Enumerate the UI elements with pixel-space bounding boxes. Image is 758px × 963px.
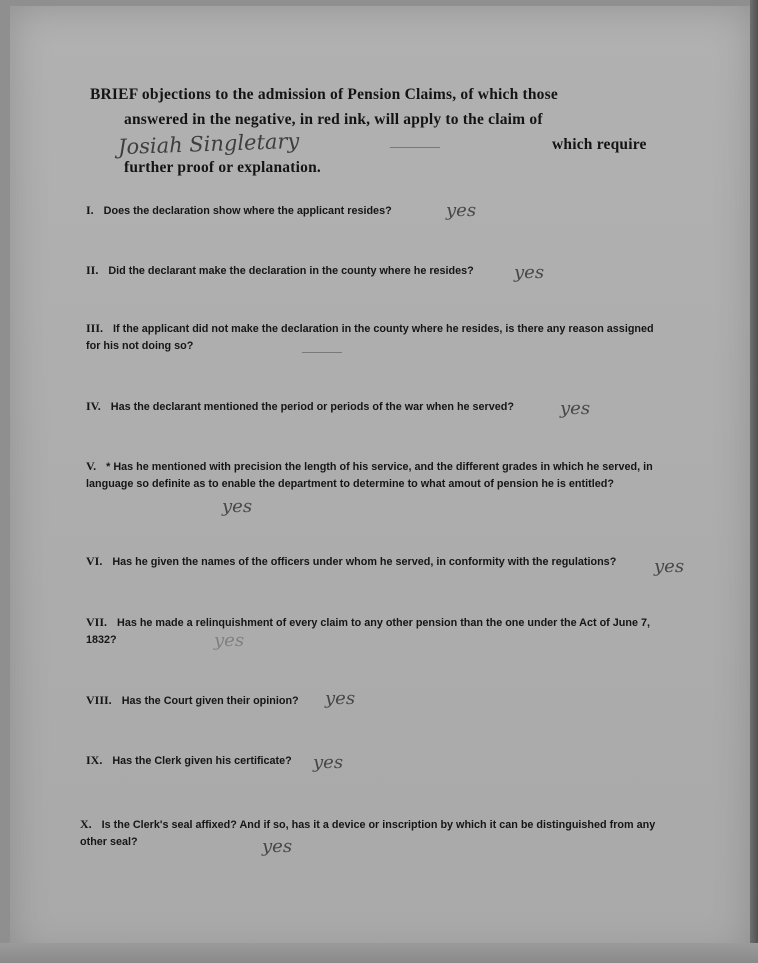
question-text: Has the Clerk given his certificate?: [112, 755, 292, 767]
question-1: [86, 202, 666, 220]
question-number: VII.: [86, 615, 108, 629]
answer-7: yes: [214, 630, 245, 651]
question-text: Is the Clerk's seal affixed? And if so, has it a device or inscription by which it can be distinguished from any other seal?: [80, 819, 656, 848]
question-number: V.: [86, 459, 97, 473]
question-9: [86, 752, 666, 770]
answer-8: yes: [325, 688, 356, 709]
header-line-4: further proof or explanation.: [124, 159, 321, 176]
question-text: If the applicant did not make the declaration in the county where he resides, is there any reason assigned for his not doing so?: [86, 323, 654, 352]
question-text: * Has he mentioned with precision the length of his service, and the different grades in which he served, in language so definite as to enable the department to determine to what amout of pension he is entitled?: [86, 461, 653, 490]
question-number: II.: [86, 263, 99, 277]
header-line-3-right: which require: [552, 136, 647, 153]
answer-9: yes: [313, 752, 344, 773]
question-text: Did the declarant make the declaration in the county where he resides?: [108, 265, 474, 277]
question-number: III.: [86, 321, 104, 335]
question-5: [86, 458, 666, 493]
question-10: [80, 816, 660, 851]
answer-2: yes: [514, 262, 545, 283]
claimant-name-handwritten: Josiah Singletary: [117, 128, 300, 160]
question-number: IX.: [86, 753, 103, 767]
question-8: [86, 692, 666, 710]
answer-3-blank: [302, 352, 342, 353]
header-line-1: BRIEF objections to the admission of Pension Claims, of which those: [90, 86, 558, 103]
question-2: [86, 262, 666, 280]
question-text: Has he made a relinquishment of every claim to any other pension than the one under the Act of June 7, 1832?: [86, 617, 650, 646]
page-edge-bottom: [0, 943, 758, 963]
answer-10: yes: [262, 836, 293, 857]
page-edge-right: [750, 0, 758, 963]
question-7: [86, 614, 666, 649]
answer-6: yes: [654, 556, 685, 577]
question-number: VI.: [86, 554, 103, 568]
question-number: X.: [80, 817, 92, 831]
answer-4: yes: [560, 398, 591, 419]
question-3: [86, 320, 666, 355]
claimant-blank-line: [390, 147, 440, 148]
question-text: Has he given the names of the officers under whom he served, in conformity with the regulations?: [112, 556, 617, 568]
question-text: Does the declaration show where the applicant resides?: [103, 205, 392, 217]
question-number: VIII.: [86, 693, 112, 707]
question-6: [86, 553, 666, 571]
header-line-2: answered in the negative, in red ink, will apply to the claim of: [124, 111, 543, 128]
question-number: IV.: [86, 399, 101, 413]
answer-1: yes: [446, 200, 477, 221]
question-text: Has the Court given their opinion?: [121, 695, 299, 707]
answer-5: yes: [222, 496, 253, 517]
question-text: Has the declarant mentioned the period or periods of the war when he served?: [110, 401, 514, 413]
question-number: I.: [86, 203, 94, 217]
